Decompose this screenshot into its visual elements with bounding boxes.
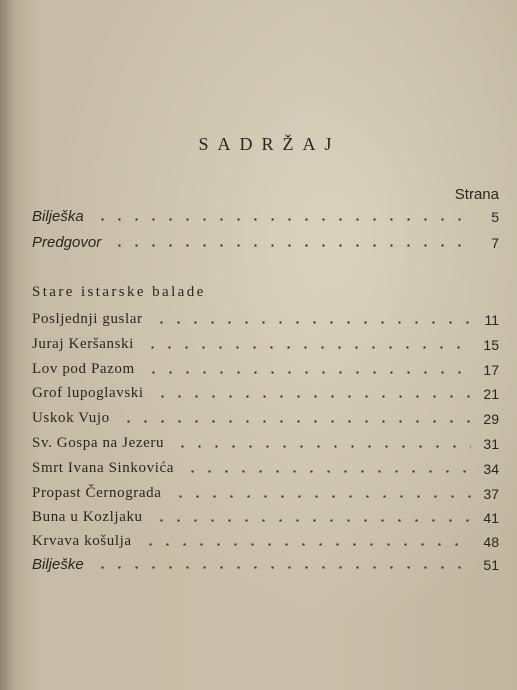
dot-leader — [153, 321, 471, 324]
toc-entry — [32, 229, 499, 251]
dot-leader — [111, 244, 471, 247]
toc-entry — [32, 380, 499, 402]
toc-entry-page: 41 — [483, 510, 499, 526]
toc-entry-page: 7 — [491, 235, 499, 251]
toc-entry — [32, 551, 499, 573]
toc-entry-title: Sv. Gospa na Jezeru — [32, 435, 165, 451]
toc-entry-title: Bilješka — [32, 208, 84, 225]
toc-entry-page: 17 — [483, 362, 499, 378]
toc-entry-title: Uskok Vujo — [32, 410, 110, 426]
dot-leader — [153, 519, 471, 522]
toc-entry — [32, 356, 499, 378]
toc-entry — [32, 528, 499, 550]
toc-entry-title: Smrt Ivana Sinkovića — [32, 460, 174, 476]
dot-leader — [145, 371, 471, 374]
toc-entry-page: 51 — [483, 557, 499, 573]
dot-leader — [94, 218, 471, 221]
toc-entry — [32, 203, 499, 225]
toc-entry-title: Krvava košulja — [32, 533, 132, 549]
page-column-label: Strana — [454, 186, 499, 203]
toc-entry-page: 48 — [483, 534, 499, 550]
toc-entry — [32, 504, 499, 526]
toc-entry-page: 29 — [483, 411, 499, 427]
toc-entry-title: Bilješke — [32, 556, 84, 573]
toc-entry — [32, 306, 499, 328]
dot-leader — [154, 395, 471, 398]
toc-entry-page: 11 — [484, 312, 499, 328]
section-heading: Stare istarske balade — [32, 284, 206, 300]
toc-entry-title: Propast Černograda — [32, 485, 162, 501]
dot-leader — [184, 470, 471, 473]
toc-entry-page: 5 — [491, 209, 499, 225]
toc-entry-title: Predgovor — [32, 234, 102, 251]
dot-leader — [144, 346, 471, 349]
dot-leader — [142, 543, 471, 546]
toc-entry-title: Posljednji guslar — [32, 311, 143, 327]
toc-entry-page: 31 — [483, 436, 499, 452]
toc-entry-page: 15 — [483, 337, 499, 353]
toc-entry-page: 21 — [483, 386, 499, 402]
toc-entry-title: Grof lupoglavski — [32, 385, 144, 401]
toc-entry — [32, 455, 499, 477]
toc-entry — [32, 430, 499, 452]
toc-entry-page: 34 — [483, 461, 499, 477]
page-title: SADRŽAJ — [198, 134, 341, 154]
toc-entry-title: Juraj Keršanski — [32, 336, 134, 352]
dot-leader — [120, 420, 471, 423]
toc-entry — [32, 405, 499, 427]
dot-leader — [174, 445, 471, 448]
toc-entry-title: Lov pod Pazom — [32, 361, 135, 377]
toc-entry-title: Buna u Kozljaku — [32, 509, 143, 525]
toc-entry — [32, 331, 499, 353]
dot-leader — [94, 566, 471, 569]
dot-leader — [172, 495, 471, 498]
toc-entry-page: 37 — [483, 486, 499, 502]
toc-entry — [32, 480, 499, 502]
page-gutter-shadow — [0, 0, 16, 690]
